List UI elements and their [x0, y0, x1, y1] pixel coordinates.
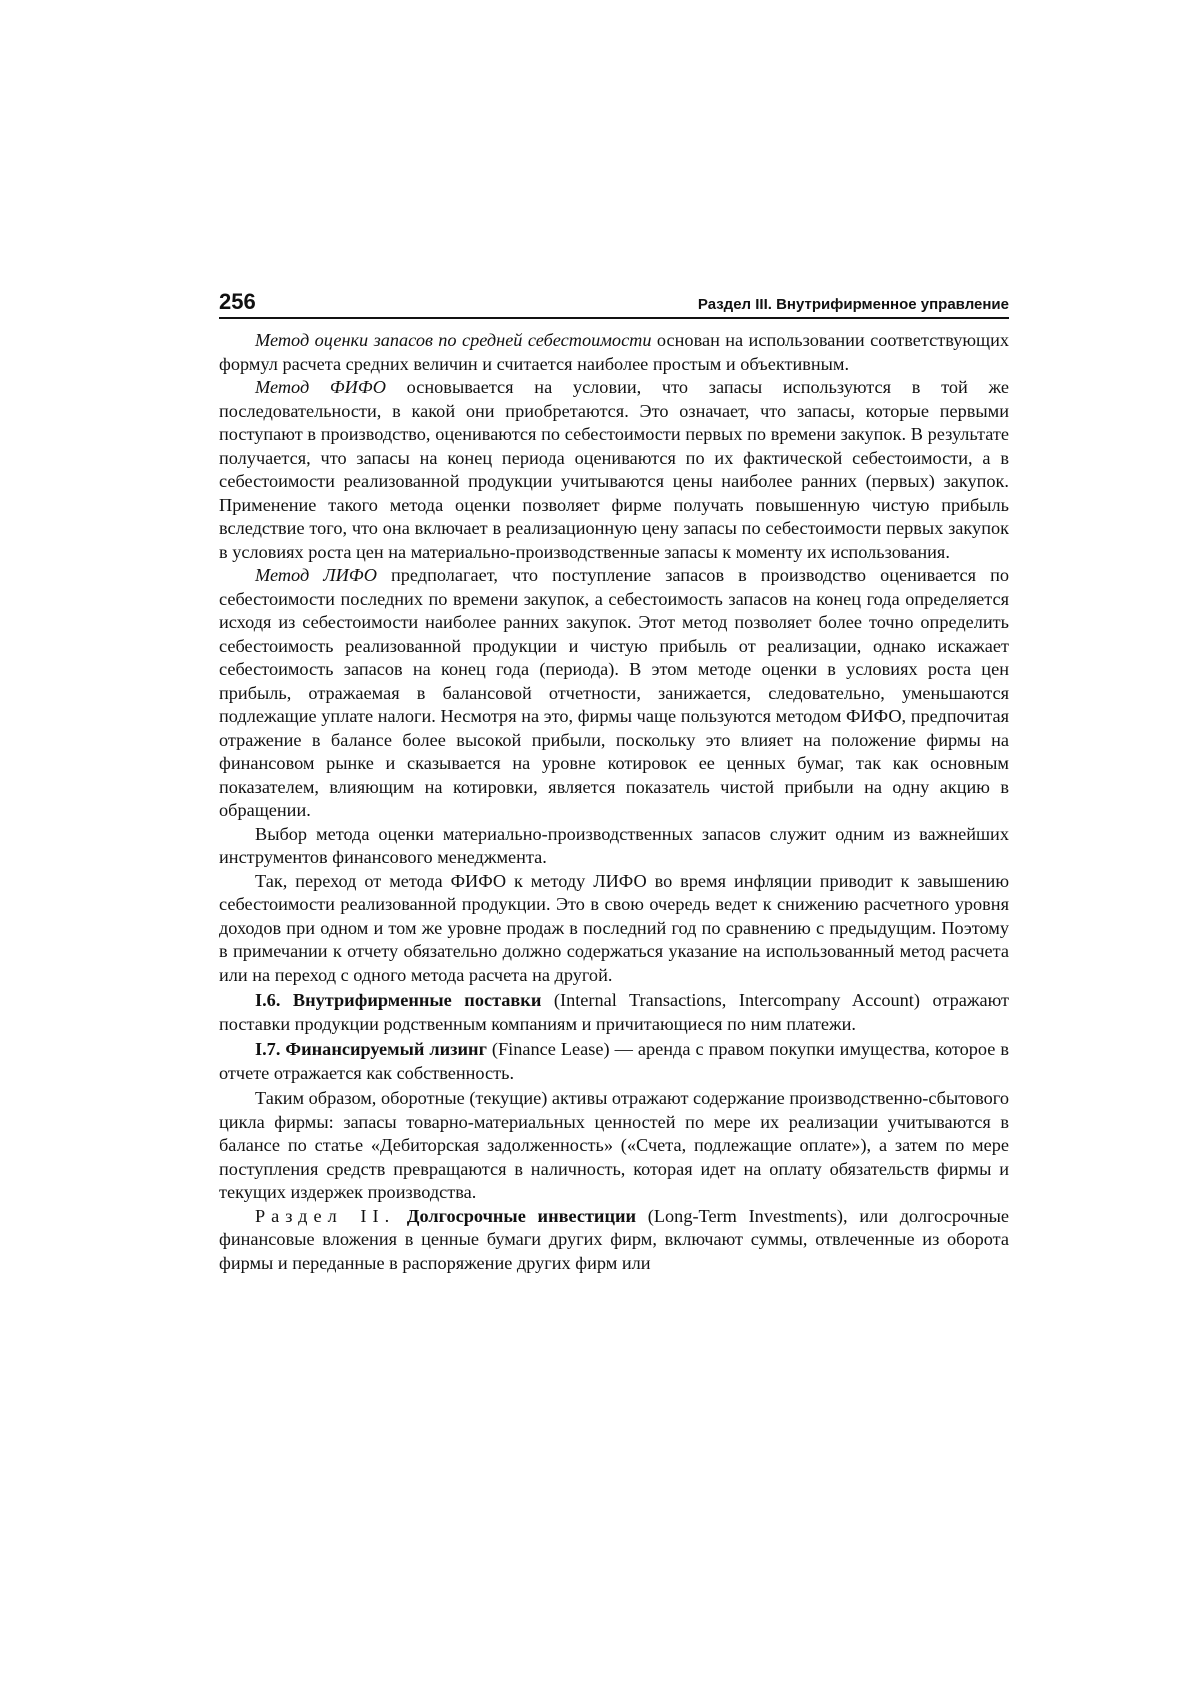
paragraph-fifo-lifo-transition: [219, 870, 1009, 988]
paragraph-long-term-investments: [219, 1205, 1009, 1276]
paragraph-finance-lease: [219, 1038, 1009, 1085]
paragraph-internal-transactions: [219, 989, 1009, 1036]
paragraph-text: предполагает, что поступление запасов в производство оценивается по себестоимости последних по времени закупок, а себестоимость запасов на конец года определяется исходя из себестоимости наиболее ранних закупок. Этот метод позволяет более точно определить себестоимость реализованной продукции и чистую прибыль от реализации, однако искажает себестоимость запасов на конец года (периода). В этом методе оценки в условиях роста цен прибыль, отражаемая в балансовой отчетности, занижается, следовательно, уменьшаются подлежащие уплате налоги. Несмотря на это, фирмы чаще пользуются методом ФИФО, предпочитая отражение в балансе более высокой прибыли, поскольку это влияет на положение фирмы на финансовом рынке и сказывается на уровне котировок ее ценных бумаг, так как основным показателем, влияющим на котировки, является показатель чистой прибыли на одну акцию в обращении.: [219, 565, 1009, 820]
body-text: [219, 329, 1009, 1275]
term-lifo: Метод ЛИФО: [255, 565, 377, 585]
paragraph-current-assets-summary: [219, 1087, 1009, 1205]
paragraph-text: Таким образом, оборотные (текущие) активы отражают содержание производственно-сбытового цикла фирмы: запасы товарно-материальных ценностей по мере их реализации учитываются в балансе по статье «Дебиторская задолженность» («Счета, подлежащие оплате»), а затем по мере поступления средств превращаются в наличность, которая идет на оплату обязательств фирмы и текущих издержек производства.: [219, 1088, 1009, 1202]
page-number: 256: [219, 289, 256, 314]
term-average-cost: Метод оценки запасов по средней себестоимости: [255, 330, 652, 350]
paragraph-average-cost-method: [219, 329, 1009, 376]
paragraph-text: (Finance Lease) — аренда с правом покупки имущества, которое в отчете отражается как собственность.: [219, 1039, 1009, 1083]
term-internal-transactions: I.6. Внутрифирменные поставки: [255, 990, 542, 1010]
paragraph-text: основан на использовании соответствующих формул расчета средних величин и считается наиболее простым и объективным.: [219, 330, 1009, 374]
section-title: Раздел III. Внутрифирменное управление: [697, 296, 1009, 313]
paragraph-text: (Internal Transactions, Intercompany Account) отражают поставки продукции родственным компаниям и причитающиеся по ним платежи.: [219, 990, 1009, 1034]
section-lead: Раздел II.: [255, 1205, 396, 1226]
paragraph-text: (Long-Term Investments), или долгосрочные финансовые вложения в ценные бумаги других фирм, включают суммы, отвлеченные из оборота фирмы и переданные в распоряжение других фирм или: [219, 1205, 1009, 1273]
paragraph-text: Так, переход от метода ФИФО к методу ЛИФО во время инфляции приводит к завышению себестоимости реализованной продукции. Это в свою очередь ведет к снижению расчетного уровня доходов при одном и том же уровне продаж в последний год по сравнению с предыдущим. Поэтому в примечании к отчету обязательно должно содержаться указание на использованный метод расчета или на переход с одного метода расчета на другой.: [219, 870, 1009, 985]
running-head: [219, 287, 1009, 319]
paragraph-method-choice: [219, 823, 1009, 870]
paragraph-lifo-method: [219, 564, 1009, 823]
paragraph-text: основывается на условии, что запасы используются в той же последовательности, в какой они приобретаются. Это означает, что запасы, которые первыми поступают в производство, оцениваются по себестоимости первых по времени закупок. В результате получается, что запасы на конец периода оцениваются по их фактической себестоимости, а в себестоимости реализованной продукции учитываются цены наиболее ранних (первых) закупок. Применение такого метода оценки позволяет фирме получать повышенную чистую прибыль вследствие того, что она включает в реализационную цену запасы по себестоимости первых закупок в условиях роста цен на материально-производственные запасы к моменту их использования.: [219, 377, 1009, 562]
paragraph-text: Выбор метода оценки материально-производственных запасов служит одним из важнейших инструментов финансового менеджмента.: [219, 823, 1009, 867]
term-long-term-investments: Долгосрочные инвестиции: [406, 1205, 637, 1226]
term-finance-lease: I.7. Финансируемый лизинг: [255, 1039, 487, 1059]
term-fifo: Метод ФИФО: [255, 377, 386, 397]
paragraph-fifo-method: [219, 376, 1009, 564]
book-page: [219, 287, 1009, 1275]
